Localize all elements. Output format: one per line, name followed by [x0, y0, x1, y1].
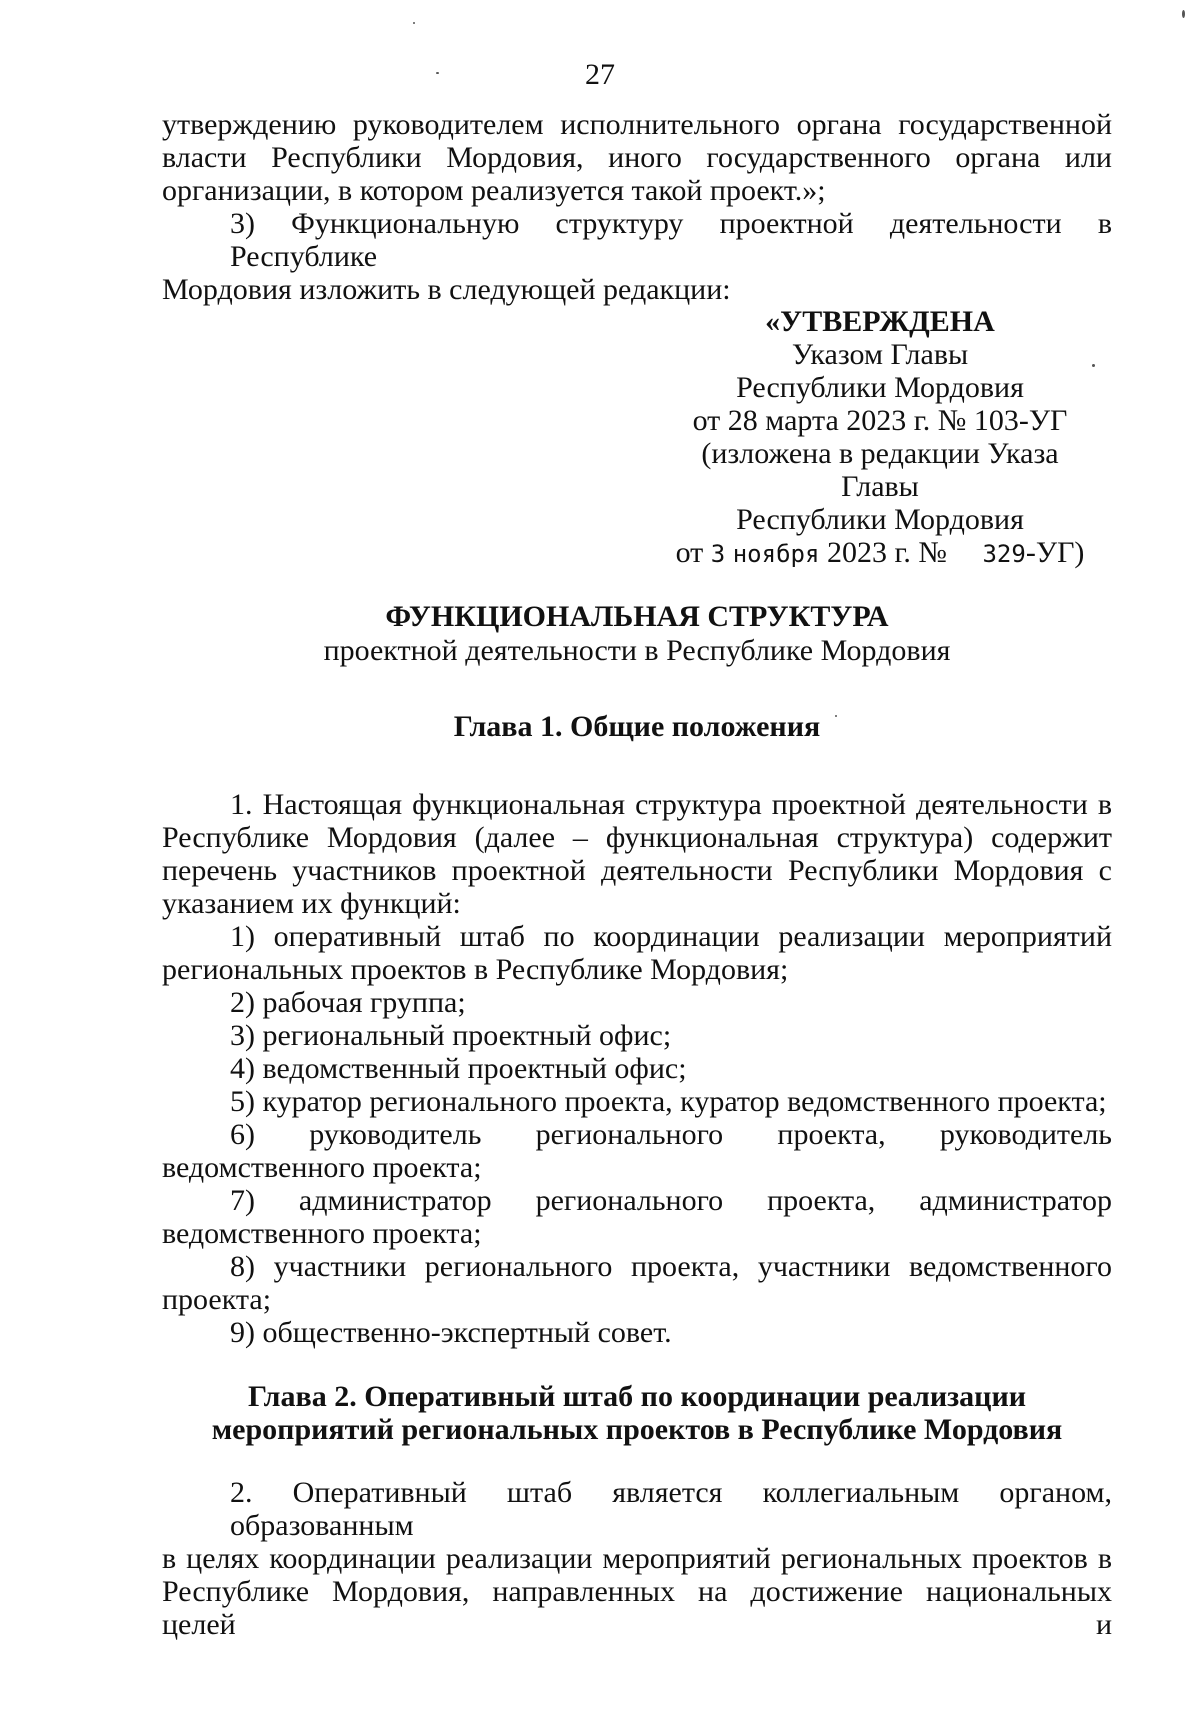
intro-line: власти Республики Мордовия, иного государственного органа или: [162, 141, 1112, 174]
chapter2-paragraph: [162, 1476, 1112, 1641]
chapter2-heading-line: мероприятий региональных проектов в Республике Мордовия: [211, 1413, 1063, 1446]
approval-date-prefix: от: [675, 536, 704, 569]
paragraph-line: 2. Оперативный штаб является коллегиальным органом, образованным: [230, 1476, 1112, 1542]
paragraph-line: 1. Настоящая функциональная структура проектной деятельности в: [230, 788, 1112, 821]
approval-line: Республики Мордовия: [736, 503, 1024, 536]
list-item: 9) общественно-экспертный совет.: [230, 1316, 672, 1349]
approval-title: «УТВЕРЖДЕНА: [765, 305, 995, 338]
item3-paragraph: [162, 207, 1112, 306]
list-item: региональных проектов в Республике Мордовия;: [162, 953, 789, 986]
list-item: 2) рабочая группа;: [230, 986, 466, 1019]
approval-block: [660, 305, 1100, 571]
list-item: 3) региональный проектный офис;: [230, 1019, 672, 1052]
approval-number: 329: [982, 540, 1026, 568]
scan-speck: [413, 22, 415, 24]
document-subtitle: проектной деятельности в Республике Мордовия: [323, 634, 951, 667]
approval-line: от 28 марта 2023 г. № 103-УГ: [692, 404, 1068, 437]
paragraph-line: Республике Мордовия (далее – функциональная структура) содержит: [162, 821, 1112, 854]
approval-suffix: -УГ): [1025, 536, 1085, 569]
list-item: 6) руководитель регионального проекта, руководитель: [230, 1118, 1112, 1151]
paragraph-line: Республике Мордовия, направленных на достижение национальных целей и: [162, 1575, 1112, 1641]
approval-line: Указом Главы: [791, 338, 969, 371]
approval-line: Республики Мордовия: [736, 371, 1024, 404]
paragraph-line: в целях координации реализации мероприятий региональных проектов в: [162, 1542, 1112, 1575]
item3-line: Мордовия изложить в следующей редакции:: [162, 273, 731, 306]
list-item: 8) участники регионального проекта, участники ведомственного: [230, 1250, 1112, 1283]
scan-speck: [1182, 10, 1185, 18]
intro-line: утверждению руководителем исполнительного органа государственной: [162, 108, 1112, 141]
list-item: ведомственного проекта;: [162, 1217, 482, 1250]
chapter2-heading-line: Глава 2. Оперативный штаб по координации реализации: [247, 1380, 1027, 1413]
document-title: ФУНКЦИОНАЛЬНАЯ СТРУКТУРА: [385, 600, 889, 633]
list-item: проекта;: [162, 1283, 272, 1316]
item3-line: 3) Функциональную структуру проектной деятельности в Республике: [230, 207, 1112, 273]
chapter2-heading: [162, 1380, 1112, 1446]
list-item: 4) ведомственный проектный офис;: [230, 1052, 687, 1085]
paragraph-line: перечень участников проектной деятельности Республики Мордовия с: [162, 854, 1112, 887]
list-item: 7) администратор регионального проекта, администратор: [230, 1184, 1112, 1217]
intro-paragraph: [162, 108, 1112, 207]
intro-line: организации, в котором реализуется такой проект.»;: [162, 174, 826, 207]
chapter1-heading: Глава 1. Общие положения: [453, 710, 821, 743]
approval-month: ноября: [732, 540, 820, 568]
list-item: 5) куратор регионального проекта, куратор ведомственного проекта;: [230, 1085, 1107, 1118]
approval-line: (изложена в редакции Указа Главы: [701, 437, 1059, 503]
approval-date-line: [660, 536, 1100, 571]
list-item: ведомственного проекта;: [162, 1151, 482, 1184]
page-number: 27: [585, 58, 615, 91]
chapter1-paragraph: [162, 788, 1112, 920]
participants-list: [162, 920, 1112, 1349]
approval-day: 3: [710, 540, 726, 568]
paragraph-line: указанием их функций:: [162, 887, 461, 920]
list-item: 1) оперативный штаб по координации реализации мероприятий: [230, 920, 1112, 953]
approval-year: 2023 г. №: [826, 536, 947, 569]
